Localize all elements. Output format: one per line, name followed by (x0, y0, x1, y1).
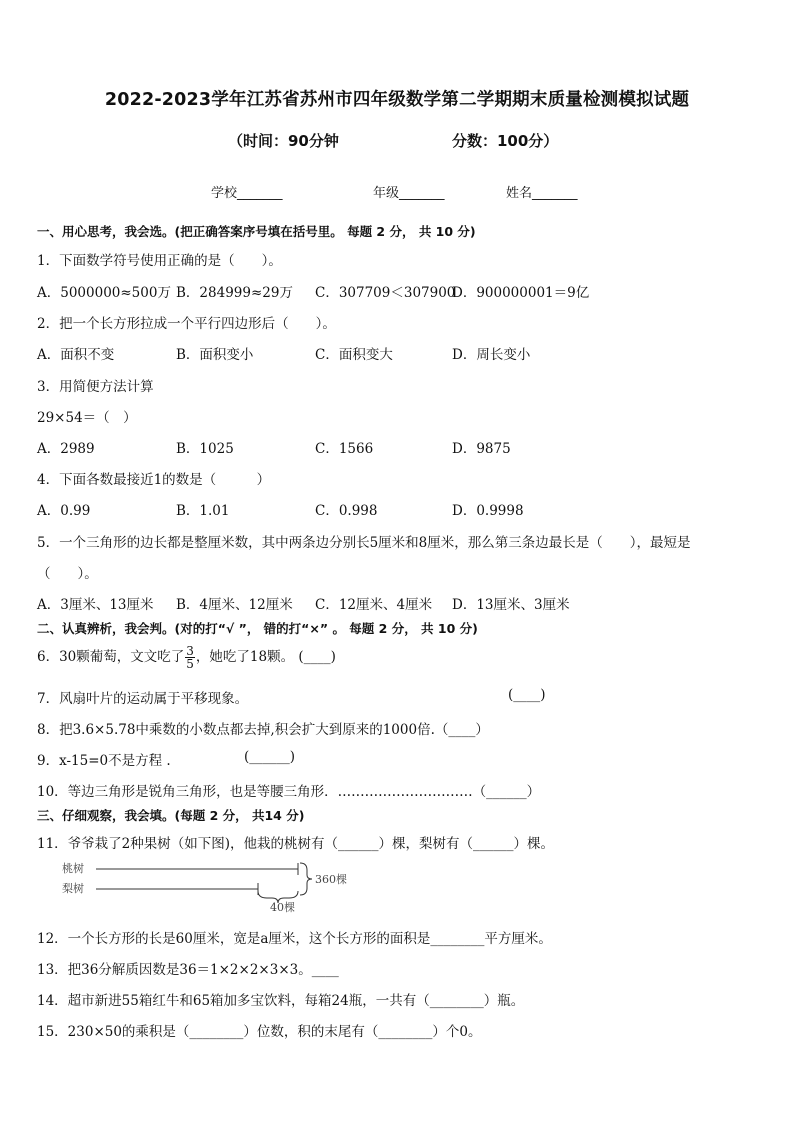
question-6 (37, 645, 336, 670)
pear-tree-label: 梨树 (62, 882, 84, 895)
question-1: 1．下面数学符号使用正确的是（ ）。 (37, 253, 282, 269)
question-13: 13．把36分解质因数是36＝1×2×2×3×3。____ (37, 962, 339, 978)
fraction-numerator: 3 (186, 644, 194, 658)
q4-option-d: D．0.9998 (452, 503, 524, 519)
section-2-heading: 二、认真辨析，我会判。(对的打“√ ”， 错的打“×” 。 每题 2 分， 共 10 分) (37, 621, 478, 636)
question-3-expression: 29×54＝（ ） (37, 410, 137, 426)
question-6-text-before: 6．30颗葡萄，文文吃了 (37, 649, 185, 665)
q3-option-a: A．2989 (37, 441, 95, 457)
q2-option-b: B．面积变小 (176, 347, 254, 363)
question-9: 9．x-15=0不是方程 . (37, 753, 171, 769)
q1-option-a: A．5000000≈500万 (37, 285, 171, 301)
q1-option-b: B．284999≈29万 (176, 285, 293, 301)
fraction (185, 645, 195, 670)
question-8: 8．把3.6×5.78中乘数的小数点都去掉,积会扩大到原来的1000倍.（____） (37, 722, 489, 738)
section-3-heading: 三、仔细观察，我会填。(每题 2 分， 共14 分) (37, 808, 305, 823)
question-9-answer-blank: (______) (244, 749, 296, 765)
exam-time: （时间：90分钟 (228, 132, 339, 150)
q4-option-c: C．0.998 (315, 503, 378, 519)
q1-option-d: D．900000001＝9亿 (452, 285, 590, 301)
question-11: 11．爷爷栽了2种果树（如下图)，他栽的桃树有（______）棵，梨树有（______）棵。 (37, 836, 555, 852)
school-field: 学校_______ (211, 186, 283, 201)
difference-label: 40棵 (270, 901, 295, 914)
question-12: 12．一个长方形的长是60厘米，宽是a厘米，这个长方形的面积是________平方厘米。 (37, 931, 552, 947)
section-1-heading: 一、用心思考，我会选。(把正确答案序号填在括号里。 每题 2 分， 共 10 分) (37, 224, 476, 239)
exam-score: 分数：100分） (452, 132, 559, 150)
question-10: 10．等边三角形是锐角三角形，也是等腰三角形．…………………………（______） (37, 784, 541, 800)
question-14: 14．超市新进55箱红牛和65箱加多宝饮料，每箱24瓶，一共有（________）瓶。 (37, 993, 525, 1009)
q1-option-c: C．307709＜307900 (315, 285, 456, 301)
fraction-denominator: 5 (186, 657, 194, 671)
name-field: 姓名_______ (506, 186, 578, 201)
total-brace (300, 863, 312, 895)
grade-field: 年级_______ (373, 186, 445, 201)
q3-option-b: B．1025 (176, 441, 234, 457)
q3-option-c: C．1566 (315, 441, 374, 457)
q2-option-a: A．面积不变 (37, 347, 115, 363)
total-label: 360棵 (315, 873, 347, 886)
question-7-answer-blank: (____) (508, 687, 546, 703)
question-5-continued: （ ）。 (37, 566, 98, 582)
q4-option-b: B．1.01 (176, 503, 230, 519)
page-title: 2022-2023学年江苏省苏州市四年级数学第二学期期末质量检测模拟试题 (104, 90, 690, 110)
q3-option-d: D．9875 (452, 441, 511, 457)
q5-option-a: A．3厘米、13厘米 (37, 597, 154, 613)
q2-option-d: D．周长变小 (452, 347, 531, 363)
question-15: 15．230×50的乘积是（________）位数，积的末尾有（________）个0。 (37, 1024, 482, 1040)
q4-option-a: A．0.99 (37, 503, 91, 519)
peach-tree-label: 桃树 (62, 862, 84, 875)
q5-option-c: C．12厘米、4厘米 (315, 597, 433, 613)
q5-option-b: B．4厘米、12厘米 (176, 597, 293, 613)
question-3: 3．用简便方法计算 (37, 379, 154, 395)
q2-option-c: C．面积变大 (315, 347, 393, 363)
question-6-text-after: ，她吃了18颗。 (____) (195, 649, 336, 665)
question-2: 2．把一个长方形拉成一个平行四边形后（ ）。 (37, 316, 336, 332)
question-7: 7．风扇叶片的运动属于平移现象。 (37, 691, 249, 707)
question-5: 5．一个三角形的边长都是整厘米数，其中两条边分别长5厘米和8厘米，那么第三条边最长是（ ），最短是 (37, 535, 691, 551)
q5-option-d: D．13厘米、3厘米 (452, 597, 570, 613)
question-4: 4．下面各数最接近1的数是（ ） (37, 472, 271, 488)
fruit-tree-diagram (60, 858, 370, 916)
